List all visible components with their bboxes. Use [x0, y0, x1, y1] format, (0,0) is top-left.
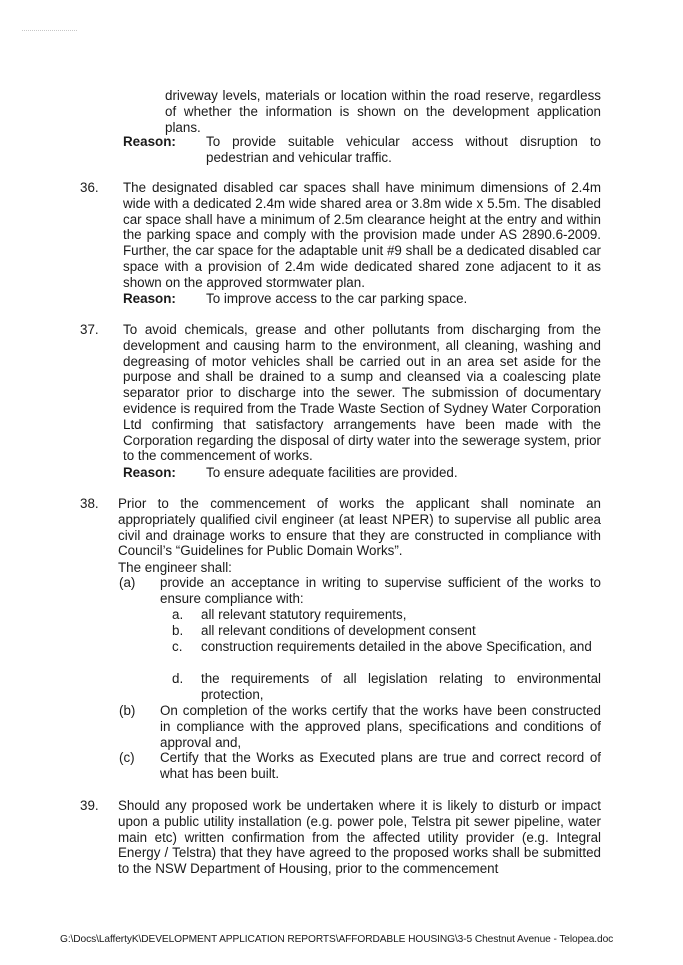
condition-37-text: To avoid chemicals, grease and other pollutants from discharging from the development and causing harm to the environment, all cleaning, washing and degreasing of motor vehicles shall be carried out in an area set aside for the purpose and shall be drained to a sump and cleansed via a coalescing plate separator prior to discharge into the sewer. The submission of documentary evidence is required from the Trade Waste Section of Sydney Water Corporation Ltd confirming that satisfactory arrangements have been made with the Corporation regarding the disposal of dirty water into the sewerage system, prior to the commencement of works.	[123, 322, 601, 464]
sub-d-text: the requirements of all legislation relating to environmental protection,	[201, 671, 601, 702]
condition-38-number: 38.	[80, 496, 99, 511]
sub-c-label: c.	[172, 639, 183, 654]
reason-label: Reason:	[123, 291, 176, 306]
item-b-text: On completion of the works certify that the works have been constructed in compliance with the approved plans, specifications and conditions of approval and,	[160, 703, 601, 750]
sub-a-text: all relevant statutory requirements,	[201, 607, 407, 622]
scan-mark	[22, 30, 77, 32]
reason-text: To provide suitable vehicular access without disruption to pedestrian and vehicular traffic.	[206, 134, 601, 165]
sub-a-label: a.	[172, 607, 184, 622]
condition-37-reason	[123, 465, 601, 481]
engineer-shall-text: The engineer shall:	[118, 560, 232, 575]
condition-36-reason	[123, 291, 601, 307]
condition-36-text: The designated disabled car spaces shall have minimum dimensions of 2.4m wide with a dedicated 2.4m wide shared area or 3.8m wide x 5.5m. The disabled car space shall have a minimum of 2.5m clearance height at the entry and within the parking space and comply with the provision made under AS 2890.6-2009. Further, the car space for the adaptable unit #9 shall be a dedicated disabled car space with a provision of 2.4m wide dedicated shared zone adjacent to it as shown on the approved stormwater plan.	[123, 180, 601, 290]
reason-label: Reason:	[123, 134, 176, 149]
condition-39-number: 39.	[80, 798, 99, 813]
intro-reason	[123, 134, 601, 166]
item-a-text: provide an acceptance in writing to supervise sufficient of the works to ensure compliance with:	[160, 575, 601, 606]
reason-text: To ensure adequate facilities are provided.	[206, 465, 458, 480]
sub-b-label: b.	[172, 623, 184, 638]
sub-b-text: all relevant conditions of development consent	[201, 623, 476, 638]
item-a-label: (a)	[119, 575, 136, 590]
item-b-label: (b)	[119, 703, 136, 718]
item-c-text: Certify that the Works as Executed plans are true and correct record of what has been built.	[160, 750, 601, 781]
footer-file-path: G:\Docs\LaffertyK\DEVELOPMENT APPLICATION REPORTS\AFFORDABLE HOUSING\3-5 Chestnut Avenue - Telopea.doc	[60, 934, 614, 945]
item-c-label: (c)	[119, 750, 135, 765]
condition-36-number: 36.	[80, 180, 99, 195]
intro-paragraph: driveway levels, materials or location within the road reserve, regardless of whether the information is shown on the development application plans.	[165, 88, 601, 135]
reason-text: To improve access to the car parking space.	[206, 291, 468, 306]
sub-c-text: construction requirements detailed in the above Specification, and	[201, 639, 592, 654]
reason-label: Reason:	[123, 465, 176, 480]
condition-39-text: Should any proposed work be undertaken where it is likely to disturb or impact upon a public utility installation (e.g. power pole, Telstra pit sewer pipeline, water main etc) written confirmation from the affected utility provider (e.g. Integral Energy / Telstra) that they have agreed to the proposed works shall be submitted to the NSW Department of Housing, prior to the commencement	[118, 798, 601, 877]
condition-37-number: 37.	[80, 322, 99, 337]
condition-38-text: Prior to the commencement of works the applicant shall nominate an appropriately qualified civil engineer (at least NPER) to supervise all public area civil and drainage works to ensure that they are constructed in compliance with Council’s “Guidelines for Public Domain Works”.	[118, 496, 601, 559]
sub-d-label: d.	[172, 671, 184, 686]
